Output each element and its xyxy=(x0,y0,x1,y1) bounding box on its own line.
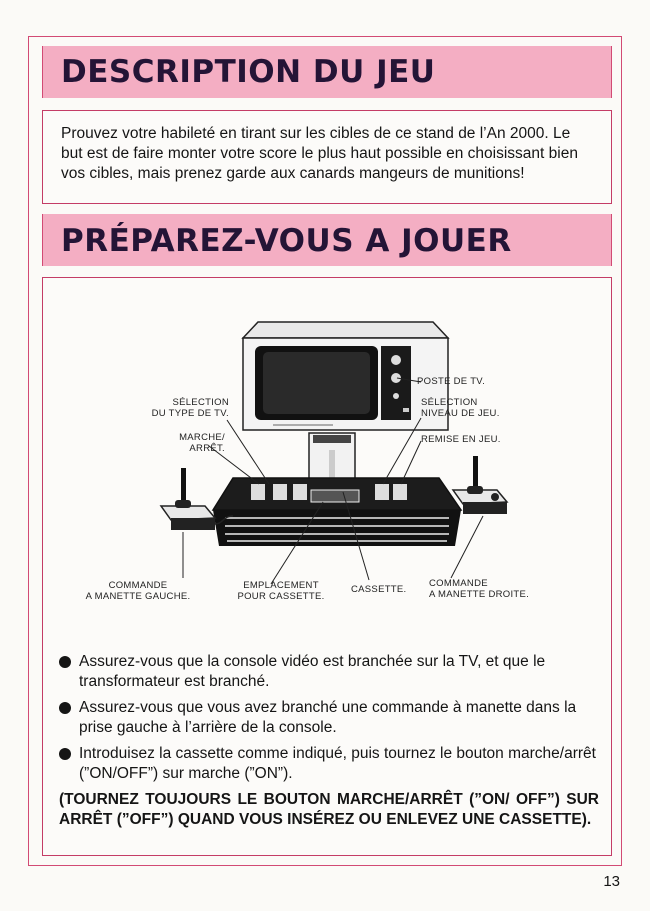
instruction-list xyxy=(59,652,599,790)
label-game-select-line-2: DU TYPE DE TV. xyxy=(151,408,229,419)
label-left-joystick-line-1: COMMANDE xyxy=(108,580,168,591)
label-right-joystick xyxy=(429,578,529,600)
label-level-select xyxy=(421,397,500,419)
label-cartridge: CASSETTE. xyxy=(351,584,407,595)
label-tv: POSTE DE TV. xyxy=(417,376,486,387)
label-game-select xyxy=(133,397,229,419)
description-box xyxy=(42,110,612,204)
label-power-switch xyxy=(153,432,225,454)
prepare-box xyxy=(42,277,612,856)
label-slot-line-1: EMPLACEMENT xyxy=(243,580,319,591)
label-cartridge-slot xyxy=(231,580,331,602)
label-power-line-1: MARCHE/ xyxy=(179,432,225,443)
label-slot-line-2: POUR CASSETTE. xyxy=(237,591,325,602)
label-left-joystick-line-2: A MANETTE GAUCHE. xyxy=(85,591,191,602)
label-level-select-line-1: SÉLECTION xyxy=(421,397,478,408)
console-illustration xyxy=(213,478,461,546)
section-title-description: DESCRIPTION DU JEU xyxy=(42,46,612,98)
label-right-joystick-line-2: A MANETTE DROITE. xyxy=(429,589,530,600)
console-diagram xyxy=(43,278,611,618)
page-number: 13 xyxy=(603,873,620,890)
list-item: Introduisez la cassette comme indiqué, puis tournez le bouton marche/arrêt (”ON/OFF”) sur marche (”ON”). xyxy=(59,744,599,784)
section-title-prepare: PRÉPAREZ-VOUS A JOUER xyxy=(42,214,612,266)
list-item: Assurez-vous que vous avez branché une commande à manette dans la prise gauche à l’arrière de la console. xyxy=(59,698,599,738)
label-level-select-line-2: NIVEAU DE JEU. xyxy=(421,408,500,419)
label-power-line-2: ARRÊT. xyxy=(189,443,225,454)
description-text: Prouvez votre habileté en tirant sur les cibles de ce stand de l’An 2000. Le but est de faire monter votre score le plus haut possible en choisissant bien vos cibles, mais prenez garde aux canards mangeurs de munitions! xyxy=(61,125,578,182)
right-joystick-illustration xyxy=(453,456,507,514)
label-right-joystick-line-1: COMMANDE xyxy=(429,578,488,589)
label-left-joystick xyxy=(73,580,203,602)
label-reset: REMISE EN JEU. xyxy=(421,434,501,445)
label-game-select-line-1: SÉLECTION xyxy=(172,397,229,408)
warning-text: (TOURNEZ TOUJOURS LE BOUTON MARCHE/ARRÊT (”ON/ OFF”) SUR ARRÊT (”OFF”) QUAND VOUS INSÉREZ OU ENLEVEZ UNE CASSETTE). xyxy=(59,791,599,828)
list-item: Assurez-vous que la console vidéo est branchée sur la TV, et que le transformateur est branché. xyxy=(59,652,599,692)
